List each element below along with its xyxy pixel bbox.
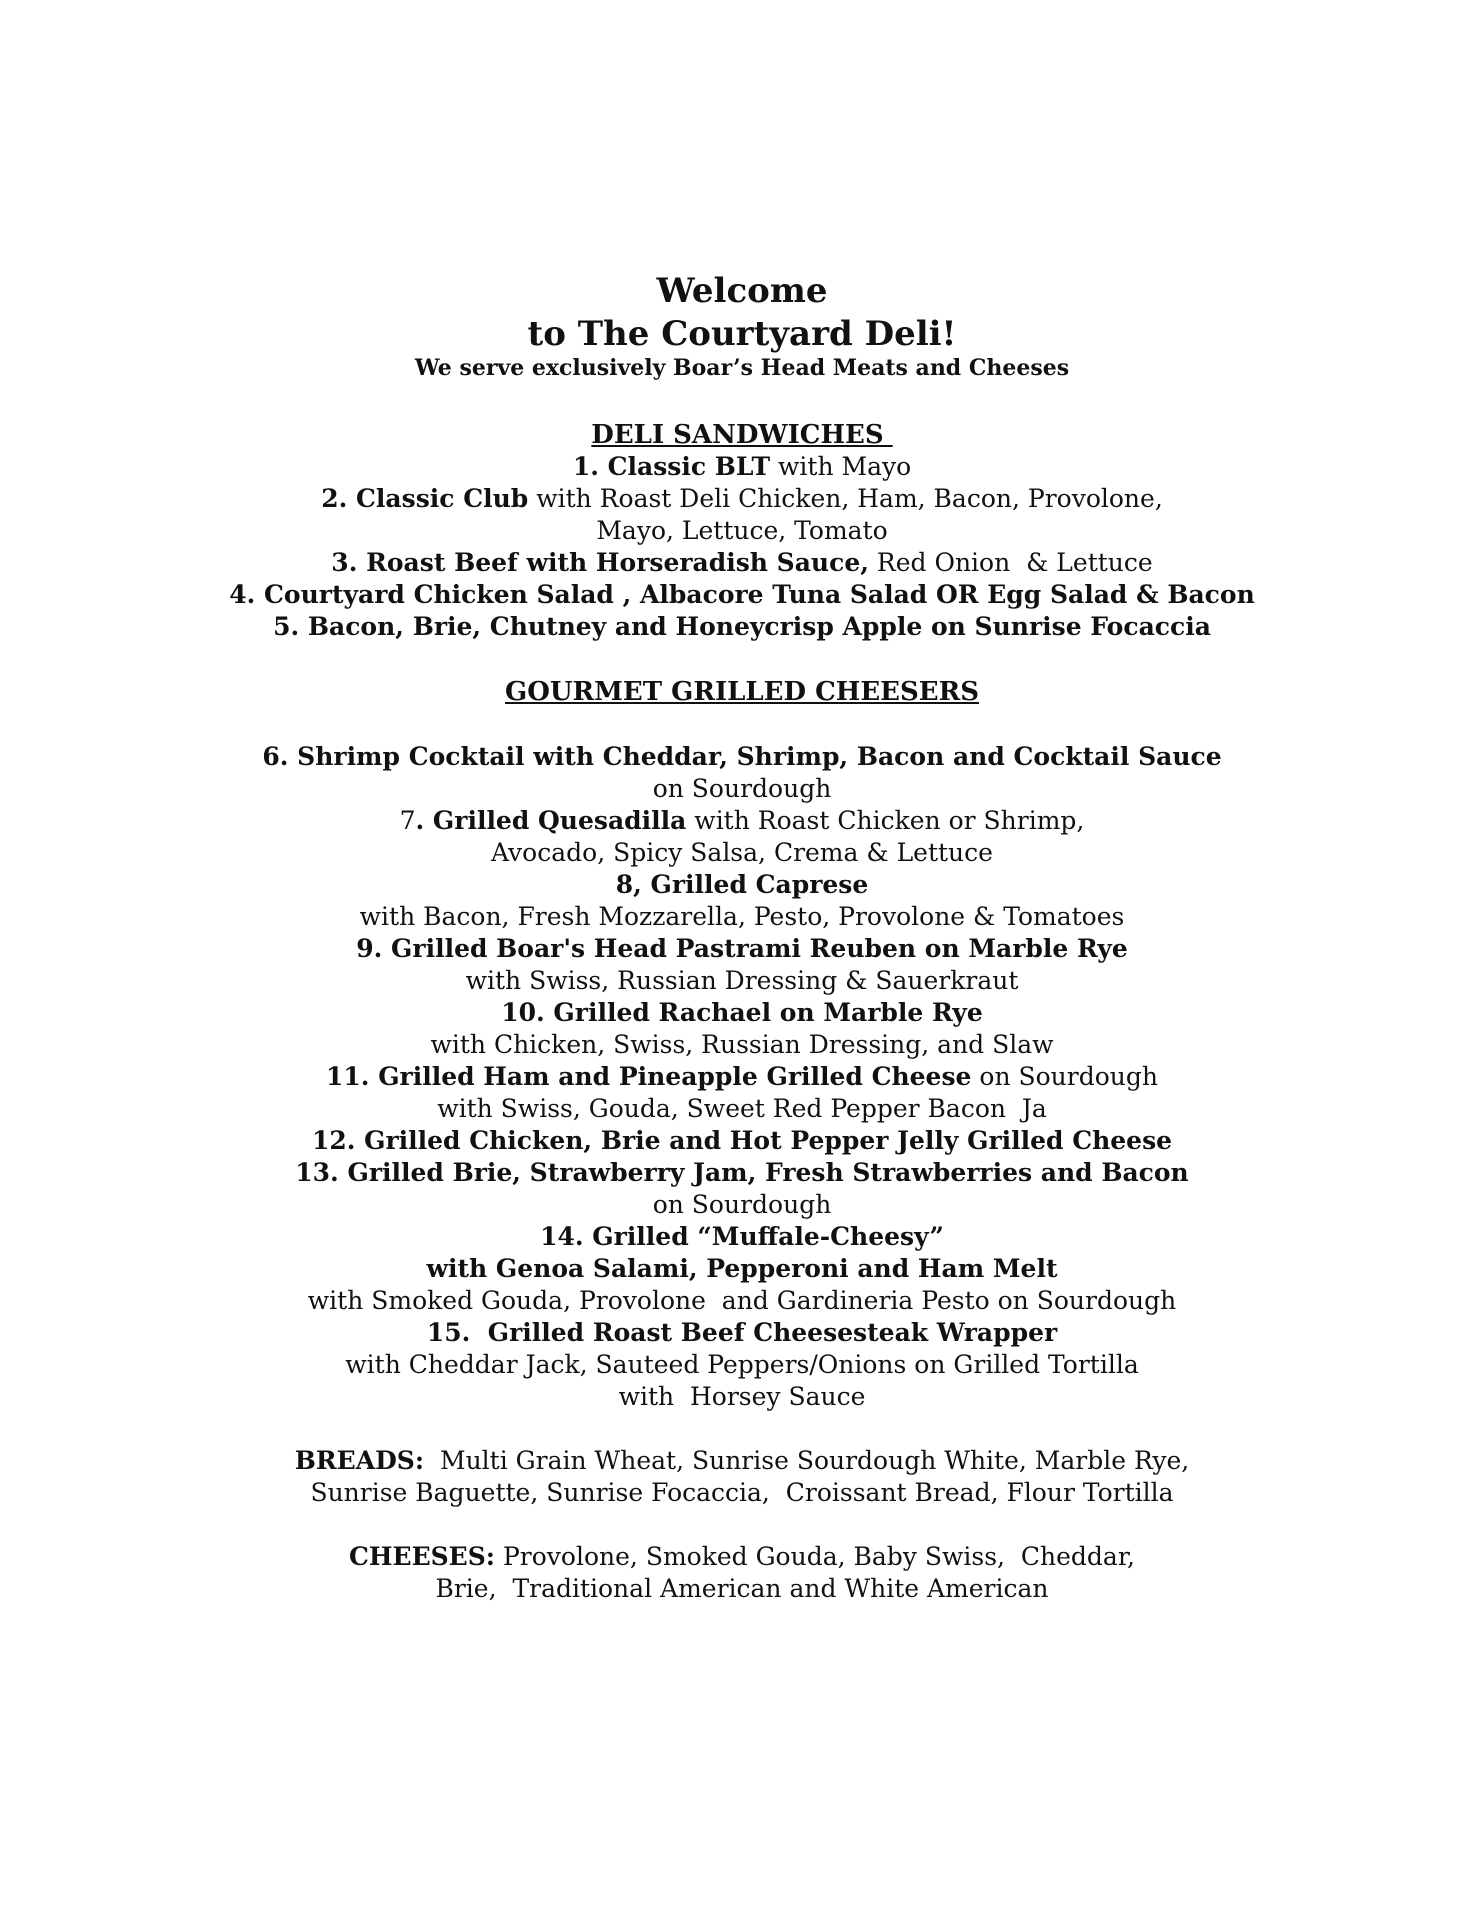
item-name: . Grilled Quesadilla — [415, 806, 687, 835]
item-name: 11. Grilled Ham and Pineapple Grilled Cheese — [326, 1062, 972, 1091]
menu-item-8: 8, Grilled Caprese — [615, 870, 869, 899]
menu-item-2-cont: Mayo, Lettuce, Tomato — [596, 516, 888, 545]
item-desc: on Sourdough — [971, 1062, 1158, 1091]
menu-item-14-cont-2: with Smoked Gouda, Provolone and Gardineria Pesto on Sourdough — [307, 1286, 1177, 1315]
subtitle: We serve exclusively Boar’s Head Meats and Cheeses — [414, 355, 1070, 381]
menu-item-13: 13. Grilled Brie, Strawberry Jam, Fresh Strawberries and Bacon — [295, 1158, 1189, 1187]
breads-line-2: Sunrise Baguette, Sunrise Focaccia, Croissant Bread, Flour Tortilla — [310, 1478, 1174, 1507]
grilled-cheesers-heading: GOURMET GRILLED CHEESERS — [505, 677, 979, 707]
item-desc: with Roast Chicken or Shrimp, — [686, 806, 1085, 835]
breads-list: Multi Grain Wheat, Sunrise Sourdough White, Marble Rye, — [424, 1446, 1190, 1475]
breads-line-1 — [0, 1445, 1484, 1477]
menu-item-5: 5. Bacon, Brie, Chutney and Honeycrisp Apple on Sunrise Focaccia — [273, 612, 1211, 641]
menu-item-10-cont: with Chicken, Swiss, Russian Dressing, and Slaw — [430, 1030, 1054, 1059]
menu-item-6-cont: on Sourdough — [652, 774, 832, 803]
cheeses-line-1 — [0, 1541, 1484, 1573]
menu-item-9-cont: with Swiss, Russian Dressing & Sauerkraut — [465, 966, 1019, 995]
deli-sandwiches-heading: DELI SANDWICHES — [591, 420, 893, 450]
item-desc: with Mayo — [770, 452, 912, 481]
menu-item-6: 6. Shrimp Cocktail with Cheddar, Shrimp, Bacon and Cocktail Sauce — [262, 742, 1222, 771]
menu-item-14-cont-1: with Genoa Salami, Pepperoni and Ham Melt — [426, 1254, 1058, 1283]
menu-item-1 — [0, 451, 1484, 483]
menu-item-7 — [0, 805, 1484, 837]
menu-item-15-cont-1: with Cheddar Jack, Sauteed Peppers/Onions on Grilled Tortilla — [345, 1350, 1139, 1379]
menu-item-13-cont: on Sourdough — [652, 1190, 832, 1219]
item-desc: Red Onion & Lettuce — [868, 548, 1153, 577]
cheeses-label: CHEESES: — [349, 1542, 496, 1571]
item-number: 7 — [399, 806, 416, 835]
menu-item-15-cont-2: with Horsey Sauce — [618, 1382, 866, 1411]
menu-item-7-cont: Avocado, Spicy Salsa, Crema & Lettuce — [491, 838, 993, 867]
menu-item-3 — [0, 547, 1484, 579]
menu-item-10: 10. Grilled Rachael on Marble Rye — [501, 998, 983, 1027]
title-welcome: Welcome — [656, 271, 828, 311]
cheeses-line-2: Brie, Traditional American and White American — [435, 1574, 1049, 1603]
breads-label: BREADS: — [294, 1446, 425, 1475]
cheeses-list: Provolone, Smoked Gouda, Baby Swiss, Cheddar, — [495, 1542, 1135, 1571]
menu-item-2 — [0, 483, 1484, 515]
menu-item-4: 4. Courtyard Chicken Salad , Albacore Tuna Salad OR Egg Salad & Bacon — [229, 580, 1255, 609]
menu-item-11-cont: with Swiss, Gouda, Sweet Red Pepper Bacon Ja — [437, 1094, 1047, 1123]
menu-item-8-cont: with Bacon, Fresh Mozzarella, Pesto, Provolone & Tomatoes — [359, 902, 1125, 931]
menu-item-12: 12. Grilled Chicken, Brie and Hot Pepper Jelly Grilled Cheese — [311, 1126, 1173, 1155]
item-name: 3. Roast Beef with Horseradish Sauce, — [331, 548, 869, 577]
item-desc: with Roast Deli Chicken, Ham, Bacon, Provolone, — [528, 484, 1163, 513]
item-name: 1. Classic BLT — [572, 452, 771, 481]
item-name: 2. Classic Club — [321, 484, 529, 513]
menu-item-11 — [0, 1061, 1484, 1093]
menu-item-15: 15. Grilled Roast Beef Cheesesteak Wrapper — [426, 1318, 1058, 1347]
title-deli-name: to The Courtyard Deli! — [527, 314, 957, 354]
menu-item-9: 9. Grilled Boar's Head Pastrami Reuben on Marble Rye — [356, 934, 1128, 963]
menu-item-14: 14. Grilled “Muffale-Cheesy” — [540, 1222, 944, 1251]
